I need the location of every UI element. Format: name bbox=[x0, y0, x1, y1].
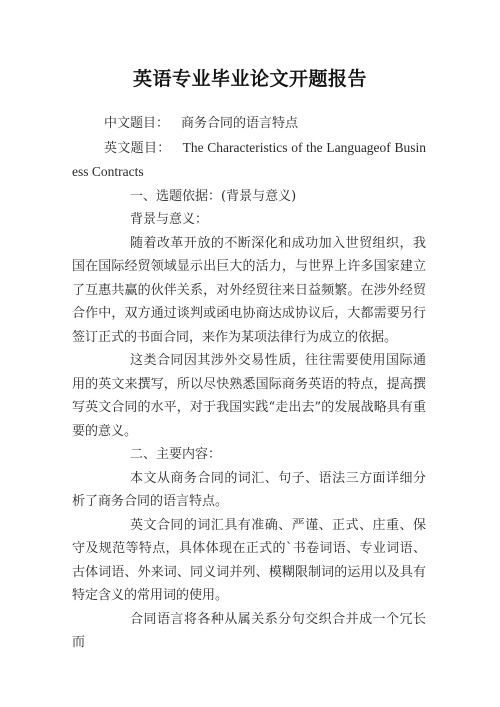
document-title: 英语专业毕业论文开题报告 bbox=[132, 68, 367, 90]
english-title-value: The Characteristics of the Languageof Business Contracts bbox=[72, 139, 426, 179]
section-1-subheading: 背景与意义： bbox=[130, 212, 209, 227]
paragraph-vocabulary: 英文合同的词汇具有准确、严谨、正式、庄重、保守及规范等特点，具体体现在正式的`书卷词语、专业词语、古体词语、外来词、同义词并列、模糊限制词的运用以及具有特定含义的常用词的使用。 bbox=[72, 517, 426, 603]
english-title-line bbox=[72, 136, 426, 185]
chinese-title-value: 商务合同的语言特点 bbox=[181, 116, 299, 131]
paragraph-significance: 这类合同因其涉外交易性质，往往需要使用国际通用的英文来撰写，所以尽快熟悉国际商务英语的特点，提高撰写英文合同的水平，对于我国实践“走出去”的发展战略具有重要的意义。 bbox=[72, 353, 426, 439]
english-title-label: 英文题目： bbox=[104, 140, 171, 156]
paragraph-sentences: 合同语言将各种从属关系分句交织合并成一个冗长而 bbox=[72, 611, 426, 650]
section-2-heading: 二、主要内容： bbox=[130, 447, 222, 462]
chinese-title-line bbox=[104, 112, 426, 136]
paragraph-overview: 本文从商务合同的词汇、句子、语法三方面详细分析了商务合同的语言特点。 bbox=[72, 470, 426, 509]
section-1-heading: 一、选题依据：(背景与意义) bbox=[130, 188, 297, 204]
paragraph-background: 随着改革开放的不断深化和成功加入世贸组织，我国在国际经贸领域显示出巨大的活力，与世界上许多国家建立了互惠共赢的伙伴关系，对外经贸往来日益频繁。在涉外经贸合作中，双方通过谈判或函电协商达成协议后，大都需要另行签订正式的书面合同，来作为某项法律行为成立的依据。 bbox=[72, 235, 426, 345]
document-body bbox=[72, 112, 426, 655]
chinese-title-label: 中文题目： bbox=[104, 116, 170, 131]
